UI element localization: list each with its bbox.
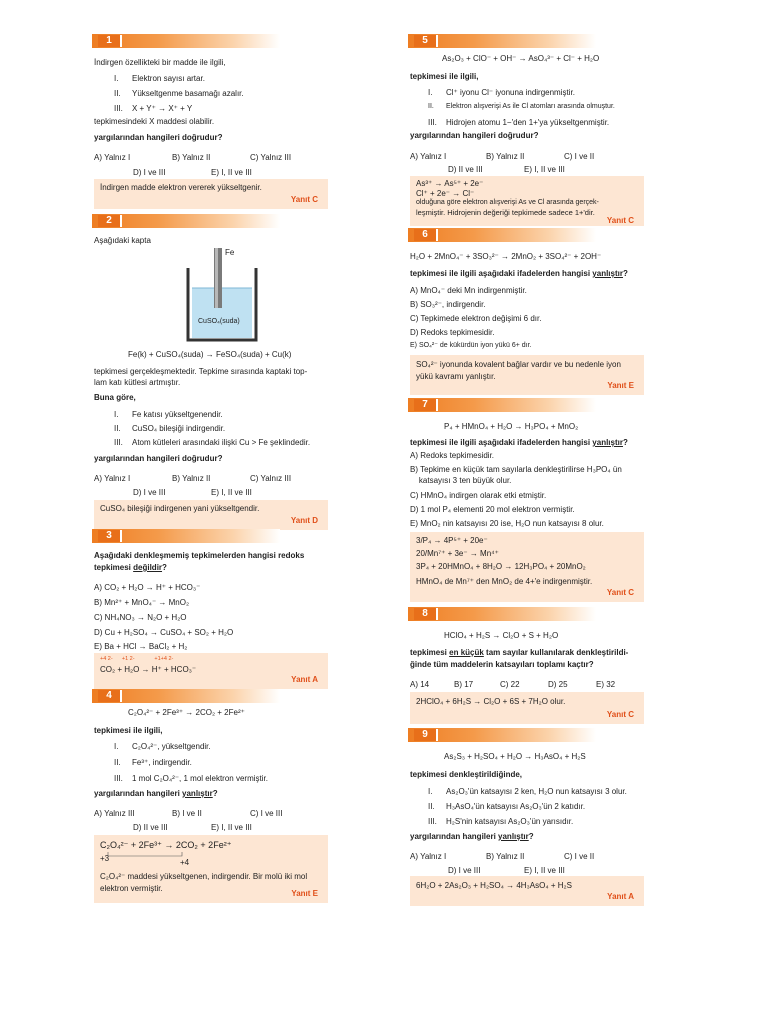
q8-option-d[interactable]: D) 25 xyxy=(548,680,568,689)
q4-exp-right-ox: +4 xyxy=(180,858,190,867)
q2-answer-box xyxy=(94,500,328,530)
q7-option-e[interactable]: E) MnO₂ nin katsayısı 20 ise, H₂O nun katsayısı 8 olur. xyxy=(410,519,604,528)
q6-option-a[interactable]: A) MnO₄⁻ deki Mn indirgenmiştir. xyxy=(410,286,527,295)
question-9-number: 9 xyxy=(414,729,438,741)
q9-item-3: III. H₂S'nin katsayısı As₂O₃'ün yarısıdır. xyxy=(428,817,574,826)
q1-option-d[interactable]: D) I ve III xyxy=(133,168,166,177)
q6-option-b[interactable]: B) SO₃²⁻, indirgendir. xyxy=(410,300,486,309)
q4-answer-box xyxy=(94,835,328,903)
q7-answer: Yanıt C xyxy=(606,588,634,597)
q8-reaction: HClO₄ + H₂S → Cl₂O + S + H₂O xyxy=(444,631,559,640)
q9-item-1: I. As₂O₃'ün katsayısı 2 ken, H₂O nun katsayısı 3 olur. xyxy=(428,787,627,796)
q7-exp-3: 3P₄ + 20HMnO₄ + 8H₂O → 12H₃PO₄ + 20MnO₂ xyxy=(416,562,586,571)
q1-explanation: İndirgen madde elektron vererek yükseltgenir. xyxy=(100,183,262,192)
q3-oxidation-numbers: +4 2- +1 2- +1+4 2- xyxy=(100,656,174,662)
q4-exp-left-ox: +3 xyxy=(100,854,110,863)
q1-intro: İndirgen özellikteki bir madde ile ilgili, xyxy=(94,58,226,67)
question-8-header xyxy=(408,607,596,621)
q7-answer-box xyxy=(410,532,644,602)
q2-option-b[interactable]: B) Yalnız II xyxy=(172,474,211,483)
q9-intro: tepkimesi denkleştirildiğinde, xyxy=(410,770,523,779)
q3-option-e[interactable]: E) Ba + HCl → BaCl₂ + H₂ xyxy=(94,642,188,651)
q6-question: tepkimesi ile ilgili aşağıdaki ifadelerden hangisi yanlıştır? xyxy=(410,269,628,278)
question-8-number: 8 xyxy=(414,608,438,620)
q7-reaction: P₄ + HMnO₄ + H₂O → H₃PO₄ + MnO₂ xyxy=(444,422,579,431)
q5-option-a[interactable]: A) Yalnız I xyxy=(410,152,447,161)
q1-option-b[interactable]: B) Yalnız II xyxy=(172,153,211,162)
q2-text-2: lam katı kütlesi artmıştır. xyxy=(94,378,181,387)
q7-option-b-cont: katsayısı 3 ten büyük olur. xyxy=(410,476,512,485)
q8-question-1: tepkimesi en küçük tam sayılar kullanılarak denkleştirildi- xyxy=(410,648,629,657)
question-2-number: 2 xyxy=(98,215,122,227)
question-2-header xyxy=(92,214,280,228)
q4-item-3: III. 1 mol C₂O₄²⁻, 1 mol elektron vermiştir. xyxy=(114,774,268,783)
q9-option-b[interactable]: B) Yalnız II xyxy=(486,852,525,861)
q2-item-3: III. Atom kütleleri arasındaki ilişki Cu > Fe şeklindedir. xyxy=(114,438,311,447)
q4-reaction: C₂O₄²⁻ + 2Fe³⁺ → 2CO₂ + 2Fe²⁺ xyxy=(128,708,245,717)
q3-question-1: Aşağıdaki denkleşmemiş tepkimelerden hangisi redoks xyxy=(94,551,305,560)
q3-answer-box xyxy=(94,653,328,689)
q9-explanation: 6H₂O + 2As₂O₃ + H₂SO₄ → 4H₃AsO₄ + H₂S xyxy=(416,881,572,890)
q6-option-e[interactable]: E) SO₄²⁻ de kükürdün iyon yükü 6+ dır. xyxy=(410,342,532,349)
q8-answer: Yanıt C xyxy=(606,710,634,719)
q9-option-a[interactable]: A) Yalnız I xyxy=(410,852,447,861)
fe-label: Fe xyxy=(225,248,235,257)
question-1-number: 1 xyxy=(98,35,122,47)
q5-option-c[interactable]: C) I ve II xyxy=(564,152,595,161)
q2-option-d[interactable]: D) I ve III xyxy=(133,488,166,497)
q9-option-c[interactable]: C) I ve II xyxy=(564,852,595,861)
q4-option-b[interactable]: B) I ve II xyxy=(172,809,202,818)
q1-item-2: II. Yükseltgenme basamağı azalır. xyxy=(114,89,244,98)
q2-answer: Yanıt D xyxy=(290,516,318,525)
question-3-header xyxy=(92,529,280,543)
q4-exp-text-1: C₂O₄²⁻ maddesi yükseltgenen, indirgendir. Bir molü iki mol xyxy=(100,872,308,881)
question-5-number: 5 xyxy=(414,35,438,47)
q2-item-2: II. CuSO₄ bileşiği indirgendir. xyxy=(114,424,226,433)
q5-intro: tepkimesi ile ilgili, xyxy=(410,72,479,81)
q8-answer-box xyxy=(410,692,644,724)
q4-item-1: I. C₂O₄²⁻, yükseltgendir. xyxy=(114,742,211,751)
q7-option-d[interactable]: D) 1 mol P₄ elementi 20 mol elektron vermiştir. xyxy=(410,505,575,514)
q1-option-e[interactable]: E) I, II ve III xyxy=(211,168,252,177)
q8-option-b[interactable]: B) 17 xyxy=(454,680,474,689)
q1-answer-box xyxy=(94,179,328,209)
q9-question: yargılarından hangileri yanlıştır? xyxy=(410,832,534,841)
q8-question-2: ğinde tüm maddelerin katsayıları toplamı kaçtır? xyxy=(410,660,594,669)
q6-option-c[interactable]: C) Tepkimede elektron değişimi 6 dır. xyxy=(410,314,542,323)
q8-option-a[interactable]: A) 14 xyxy=(410,680,430,689)
q5-exp-3: olduğuna göre elektron alışverişi As ve Cl arasında gerçek- xyxy=(416,199,599,206)
q1-option-c[interactable]: C) Yalnız III xyxy=(250,153,292,162)
q2-explanation: CuSO₄ bileşiği indirgenen yani yükseltgendir. xyxy=(100,504,260,513)
q1-question: yargılarından hangileri doğrudur? xyxy=(94,133,223,142)
q5-exp-2: Cl⁺ + 2e⁻ → Cl⁻ xyxy=(416,189,475,198)
q4-option-e[interactable]: E) I, II ve III xyxy=(211,823,252,832)
q9-option-d[interactable]: D) I ve III xyxy=(448,866,481,875)
question-5-header xyxy=(408,34,596,48)
question-4-number: 4 xyxy=(98,690,122,702)
q2-reaction: Fe(k) + CuSO₄(suda) → FeSO₄(suda) + Cu(k) xyxy=(128,350,292,359)
q6-reaction: H₂O + 2MnO₄⁻ + 3SO₃²⁻ → 2MnO₂ + 3SO₄²⁻ + 2OH⁻ xyxy=(410,252,602,261)
q3-option-d[interactable]: D) Cu + H₂SO₄ → CuSO₄ + SO₂ + H₂O xyxy=(94,628,234,637)
q5-item-3: III. Hidrojen atomu 1−'den 1+'ya yükseltgenmiştir. xyxy=(428,118,610,127)
q9-item-2: II. H₃AsO₄'ün katsayısı As₂O₃'ün 2 katıdır. xyxy=(428,802,586,811)
q1-option-a[interactable]: A) Yalnız I xyxy=(94,153,131,162)
q5-option-b[interactable]: B) Yalnız II xyxy=(486,152,525,161)
solution-label: CuSO₄(suda) xyxy=(198,318,240,325)
q1-item-3: III. X + Y⁺ → X⁺ + Y xyxy=(114,104,193,113)
iron-rod-highlight xyxy=(215,248,218,308)
q7-exp-4: HMnO₄ de Mn⁷⁺ den MnO₂ de 4+'e indirgenmiştir. xyxy=(416,577,593,586)
q9-option-e[interactable]: E) I, II ve III xyxy=(524,866,565,875)
q5-exp-1: As³⁺ → As⁵⁺ + 2e⁻ xyxy=(416,179,484,188)
q8-option-e[interactable]: E) 32 xyxy=(596,680,616,689)
q7-exp-2: 20/Mn⁷⁺ + 3e⁻ → Mn⁴⁺ xyxy=(416,549,499,558)
question-6-number: 6 xyxy=(414,229,438,241)
question-4-header xyxy=(92,689,280,703)
q1-item-1: I. Elektron sayısı artar. xyxy=(114,74,205,83)
q4-exp-arrow xyxy=(106,851,186,859)
q3-question-2: tepkimesi değildir? xyxy=(94,563,167,572)
beaker-illustration xyxy=(184,248,260,342)
q1-tail: tepkimesindeki X maddesi olabilir. xyxy=(94,117,215,126)
q3-option-a[interactable]: A) CO₂ + H₂O → H⁺ + HCO₃⁻ xyxy=(94,583,201,592)
q3-option-b[interactable]: B) Mn²⁺ + MnO₄⁻ → MnO₂ xyxy=(94,598,190,607)
q2-option-c[interactable]: C) Yalnız III xyxy=(250,474,292,483)
q5-item-1: I. Cl⁺ iyonu Cl⁻ iyonuna indirgenmiştir. xyxy=(428,88,575,97)
beaker-svg xyxy=(184,248,260,342)
q2-option-a[interactable]: A) Yalnız I xyxy=(94,474,131,483)
q5-answer: Yanıt C xyxy=(606,216,634,225)
q6-answer: Yanıt E xyxy=(607,381,634,390)
q7-option-a[interactable]: A) Redoks tepkimesidir. xyxy=(410,451,495,460)
q4-question: yargılarından hangileri yanlıştır? xyxy=(94,789,218,798)
q2-intro: Aşağıdaki kapta xyxy=(94,236,151,245)
q9-reaction: As₂S₃ + H₂SO₄ + H₂O → H₃AsO₄ + H₂S xyxy=(444,752,586,761)
question-3-number: 3 xyxy=(98,530,122,542)
q8-explanation: 2HClO₄ + 6H₂S → Cl₂O + 6S + 7H₂O olur. xyxy=(416,697,566,706)
q5-exp-4: leşmiştir. Hidrojenin değeriği tepkimede sadece 1+'dir. xyxy=(416,208,595,217)
q4-item-2: II. Fe³⁺, indirgendir. xyxy=(114,758,192,767)
q2-text-1: tepkimesi gerçekleşmektedir. Tepkime sırasında kaptaki top- xyxy=(94,367,308,376)
q3-option-c[interactable]: C) NH₄NO₃ → N₂O + H₂O xyxy=(94,613,187,622)
question-7-number: 7 xyxy=(414,399,438,411)
q3-explanation: CO₂ + H₂O → H⁺ + HCO₃⁻ xyxy=(100,665,197,674)
q4-option-d[interactable]: D) II ve III xyxy=(133,823,168,832)
q4-exp-reaction: C₂O₄²⁻ + 2Fe³⁺ → 2CO₂ + 2Fe²⁺ xyxy=(100,840,232,850)
q5-item-2: II. Elektron alışverişi As ile Cl atomları arasında olmuştur. xyxy=(428,103,615,110)
q9-answer: Yanıt A xyxy=(607,892,634,901)
q7-option-c[interactable]: C) HMnO₄ indirgen olarak etki etmiştir. xyxy=(410,491,547,500)
q3-answer: Yanıt A xyxy=(291,675,318,684)
question-6-header xyxy=(408,228,596,242)
q2-item-1: I. Fe katısı yükseltgenendir. xyxy=(114,410,223,419)
q6-exp-2: yükü kavramı yanlıştır. xyxy=(416,372,496,381)
q2-buna: Buna göre, xyxy=(94,393,136,402)
q4-option-c[interactable]: C) I ve III xyxy=(250,809,283,818)
q7-option-b[interactable]: B) Tepkime en küçük tam sayılarla denkleştirilirse H₃PO₄ ün xyxy=(410,465,622,474)
q5-answer-box xyxy=(410,176,644,226)
q9-answer-box xyxy=(410,876,644,906)
question-7-header xyxy=(408,398,596,412)
q7-question: tepkimesi ile ilgili aşağıdaki ifadelerden hangisi yanlıştır? xyxy=(410,438,628,447)
q4-answer: Yanıt E xyxy=(291,889,318,898)
q8-option-c[interactable]: C) 22 xyxy=(500,680,520,689)
q5-option-d[interactable]: D) II ve III xyxy=(448,165,483,174)
q6-answer-box xyxy=(410,355,644,395)
q4-exp-text-2: elektron vermiştir. xyxy=(100,884,163,893)
question-1-header xyxy=(92,34,280,48)
q2-option-e[interactable]: E) I, II ve III xyxy=(211,488,252,497)
q5-question: yargılarından hangileri doğrudur? xyxy=(410,131,539,140)
q2-question: yargılarından hangileri doğrudur? xyxy=(94,454,223,463)
q1-answer: Yanıt C xyxy=(290,195,318,204)
q6-exp-1: SO₄²⁻ iyonunda kovalent bağlar vardır ve bu nedenle iyon xyxy=(416,360,621,369)
q7-exp-1: 3/P₄ → 4P⁵⁺ + 20e⁻ xyxy=(416,536,488,545)
q5-option-e[interactable]: E) I, II ve III xyxy=(524,165,565,174)
question-9-header xyxy=(408,728,596,742)
q6-option-d[interactable]: D) Redoks tepkimesidir. xyxy=(410,328,495,337)
q4-option-a[interactable]: A) Yalnız III xyxy=(94,809,135,818)
q4-intro: tepkimesi ile ilgili, xyxy=(94,726,163,735)
q5-reaction: As₂O₃ + ClO⁻ + OH⁻ → AsO₄³⁻ + Cl⁻ + H₂O xyxy=(442,54,600,63)
